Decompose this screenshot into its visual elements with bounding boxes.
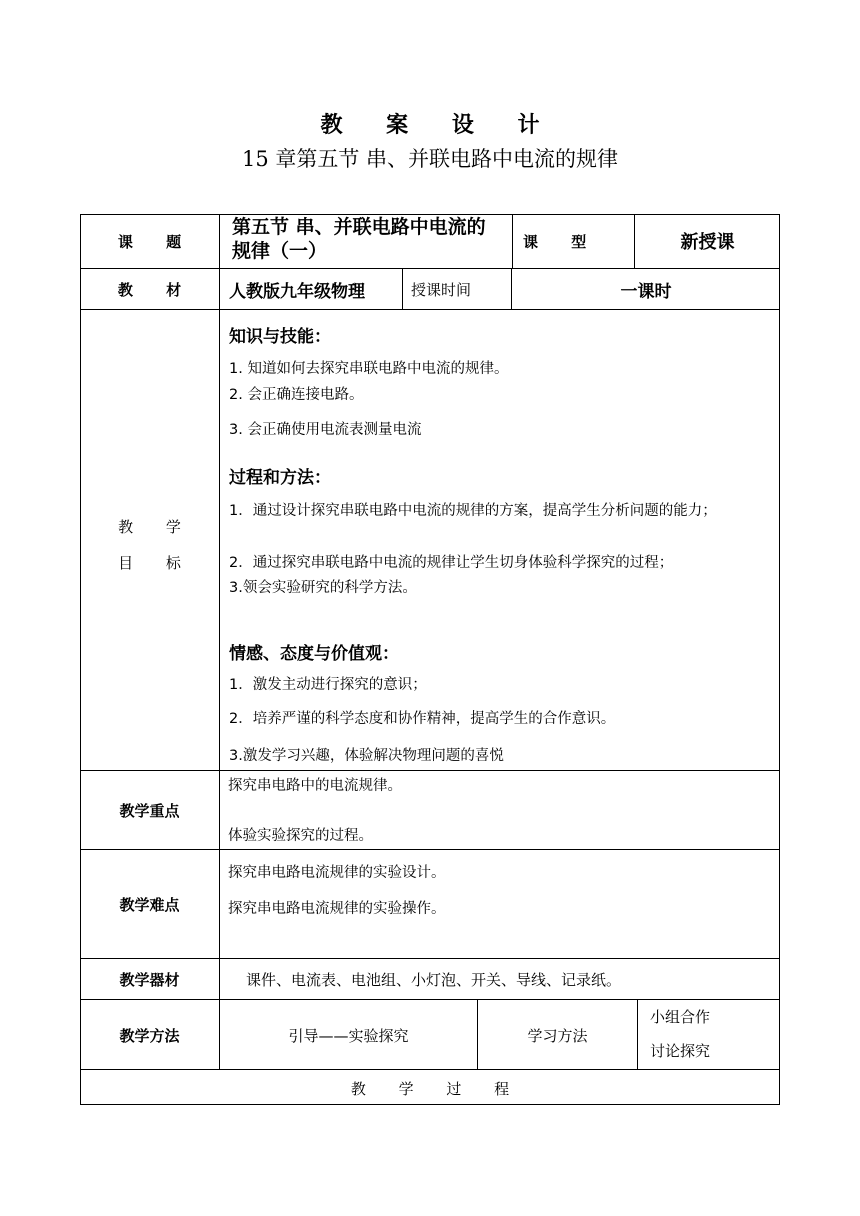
key-points-content-cell xyxy=(219,771,780,850)
textbook-value: 人教版九年级物理 xyxy=(229,282,365,302)
time-label: 授课时间 xyxy=(411,281,472,299)
time-label-cell xyxy=(402,269,511,310)
process-item: 2．通过探究串联电路中电流的规律让学生切身体验科学探究的过程； xyxy=(229,555,674,571)
key-point-item: 体验实验探究的过程。 xyxy=(228,828,373,844)
emotion-heading: 情感、态度与价值观： xyxy=(229,644,399,664)
learning-label-cell xyxy=(477,1000,637,1070)
objectives-label-line2: 目 标 xyxy=(118,554,195,572)
process-header-cell xyxy=(80,1070,780,1106)
knowledge-item: 2. 会正确连接电路。 xyxy=(229,387,364,403)
time-value: 一课时 xyxy=(620,282,672,302)
textbook-value-cell xyxy=(219,269,402,310)
row-process xyxy=(80,1069,780,1106)
row-key-points xyxy=(80,770,780,850)
emotion-item: 2．培养严谨的科学态度和协作精神，提高学生的合作意识。 xyxy=(229,711,616,727)
key-point-item: 探究串电路中的电流规律。 xyxy=(228,778,402,794)
knowledge-heading: 知识与技能： xyxy=(229,327,331,347)
type-label: 课 型 xyxy=(523,232,601,251)
learning-method-item: 讨论探究 xyxy=(650,1042,711,1060)
textbook-label-cell xyxy=(80,269,219,310)
equipment-label: 教学器材 xyxy=(119,971,180,989)
methods-label-cell xyxy=(80,1000,219,1070)
difficulties-content-cell xyxy=(219,850,780,959)
emotion-item: 3.激发学习兴趣，体验解决物理问题的喜悦 xyxy=(229,748,504,764)
topic-label-cell xyxy=(80,214,219,268)
row-topic xyxy=(80,214,780,268)
difficulty-item: 探究串电路电流规律的实验设计。 xyxy=(228,865,446,881)
knowledge-item: 3. 会正确使用电流表测量电流 xyxy=(229,422,422,438)
objectives-label-line1: 教 学 xyxy=(118,518,195,536)
teaching-method-cell xyxy=(219,1000,477,1070)
learning-method-item: 小组合作 xyxy=(650,1008,711,1026)
emotion-item: 1．激发主动进行探究的意识； xyxy=(229,677,427,693)
teaching-method-value: 引导——实验探究 xyxy=(288,1026,409,1045)
equipment-value: 课件、电流表、电池组、小灯泡、开关、导线、记录纸。 xyxy=(246,971,622,989)
objectives-label-cell xyxy=(80,310,219,771)
topic-value: 第五节 串、并联电路中电流的规律（一） xyxy=(232,216,486,262)
process-item: 3.领会实验研究的科学方法。 xyxy=(229,580,417,596)
textbook-label: 教 材 xyxy=(117,281,196,299)
key-points-label: 教学重点 xyxy=(119,802,180,820)
row-textbook xyxy=(80,268,780,310)
process-item: 1．通过设计探究串联电路中电流的规律的方案，提高学生分析问题的能力； xyxy=(229,503,717,519)
objectives-content-cell xyxy=(219,310,780,771)
topic-label: 课 题 xyxy=(117,232,196,251)
difficulties-label-cell xyxy=(80,850,219,959)
type-value-cell xyxy=(634,214,780,268)
type-value: 新授课 xyxy=(680,232,735,253)
process-label: 教 学 过 程 xyxy=(350,1079,524,1098)
difficulties-label: 教学难点 xyxy=(119,896,180,914)
methods-label: 教学方法 xyxy=(119,1026,180,1045)
time-value-cell xyxy=(511,269,780,310)
row-equipment xyxy=(80,958,780,1000)
process-heading: 过程和方法： xyxy=(229,468,331,488)
learning-methods-cell xyxy=(637,1000,780,1070)
row-difficulties xyxy=(80,849,780,959)
document-subtitle: 15 章第五节 串、并联电路中电流的规律 xyxy=(241,147,619,171)
learning-method-label: 学习方法 xyxy=(527,1026,588,1045)
row-methods xyxy=(80,999,780,1070)
knowledge-item: 1. 知道如何去探究串联电路中电流的规律。 xyxy=(229,361,509,377)
equipment-content-cell xyxy=(219,959,780,1000)
equipment-label-cell xyxy=(80,959,219,1000)
document-title: 教 案 设 计 xyxy=(320,113,558,138)
key-points-label-cell xyxy=(80,771,219,850)
type-label-cell xyxy=(512,214,634,268)
difficulty-item: 探究串电路电流规律的实验操作。 xyxy=(228,901,446,917)
row-objectives xyxy=(80,309,780,771)
topic-value-cell xyxy=(219,214,512,268)
